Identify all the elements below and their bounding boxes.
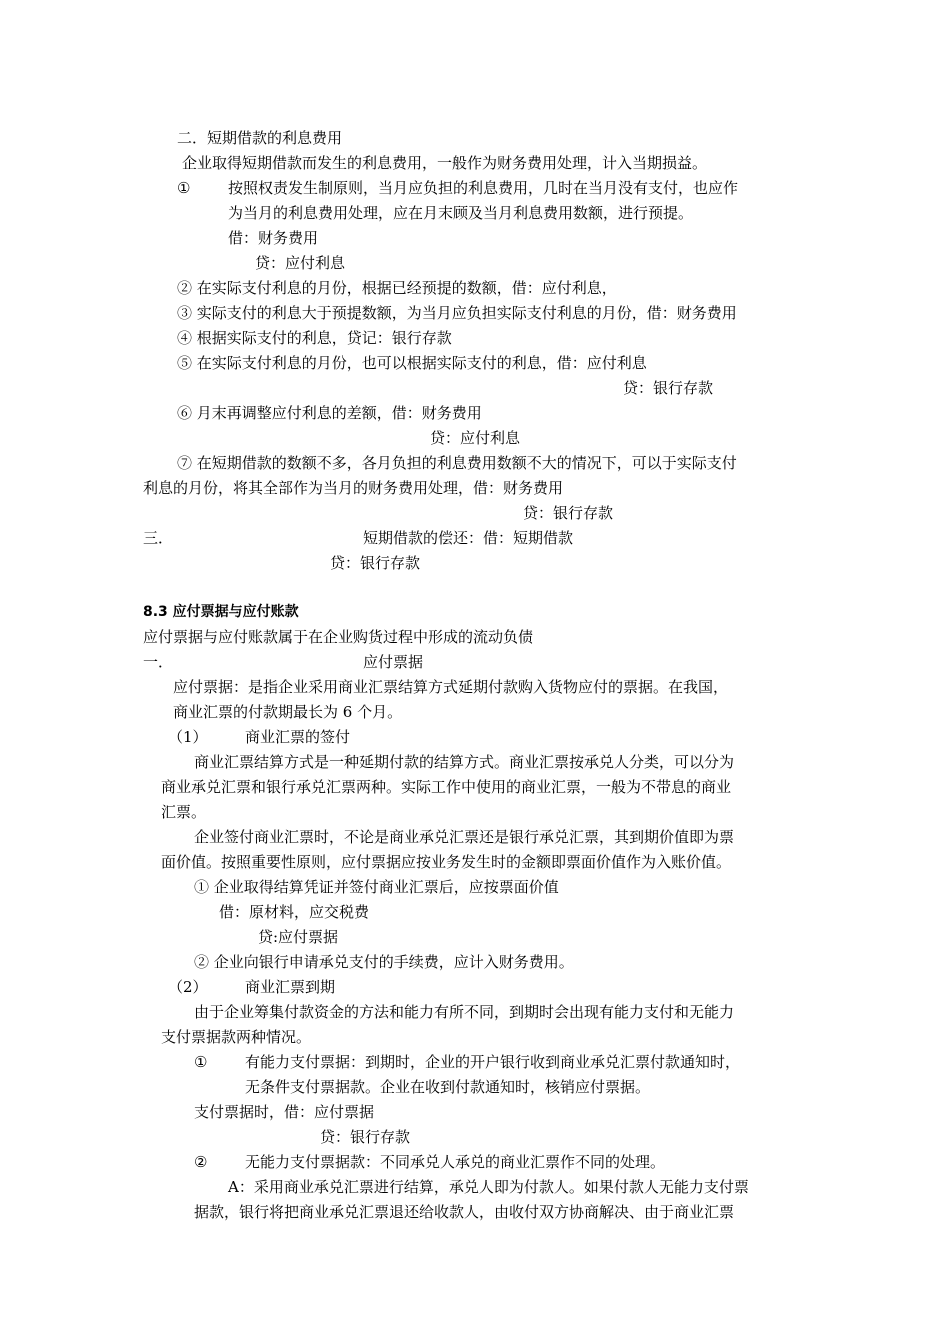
item-6-credit: 贷：应付利息: [430, 429, 521, 447]
part-2-pay-entry: 支付票据时，借：应付票据: [194, 1103, 375, 1121]
part-1-para-2-line-1: 企业签付商业汇票时，不论是商业承兑汇票还是银行承兑汇票，其到期价值即为票: [194, 828, 735, 846]
item-1-line-2: 为当月的利息费用处理，应在月末顾及当月利息费用数额，进行预提。: [228, 204, 694, 222]
section-3-credit: 贷：银行存款: [330, 554, 421, 572]
part-1-para-1-line-3: 汇票。: [161, 803, 207, 821]
part-2-title: 商业汇票到期: [245, 978, 336, 996]
item-1-line-1: 按照权责发生制原则，当月应负担的利息费用，几时在当月没有支付，也应作: [228, 179, 739, 197]
item-5: ⑤ 在实际支付利息的月份，也可以根据实际支付的利息，借：应付利息: [177, 354, 647, 372]
subsection-1-number: 一．: [143, 653, 174, 671]
item-5-credit: 贷：银行存款: [623, 379, 714, 397]
part-1-debit: 借：原材料，应交税费: [219, 903, 370, 921]
part-1-title: 商业汇票的签付: [245, 728, 351, 746]
part-1-item-1: ① 企业取得结算凭证并签付商业汇票后，应按票面价值: [194, 878, 559, 896]
item-7-credit: 贷：银行存款: [523, 504, 614, 522]
part-2-para-line-1: 由于企业筹集付款资金的方法和能力有所不同，到期时会出现有能力支付和无能力: [194, 1003, 735, 1021]
item-2: ② 在实际支付利息的月份，根据已经预提的数额，借：应付利息，: [177, 279, 617, 297]
part-2-item-1-line-2: 无条件支付票据款。企业在收到付款通知时，核销应付票据。: [245, 1078, 651, 1096]
section-3-text: 短期借款的偿还：借：短期借款: [363, 529, 574, 547]
part-1-credit: 贷:应付票据: [258, 928, 339, 946]
part-1-para-1-line-1: 商业汇票结算方式是一种延期付款的结算方式。商业汇票按承兑人分类，可以分为: [194, 753, 735, 771]
definition-line-1: 应付票据：是指企业采用商业汇票结算方式延期付款购入货物应付的票据。在我国，: [173, 678, 729, 696]
part-1-item-2: ② 企业向银行申请承兑支付的手续费，应计入财务费用。: [194, 953, 574, 971]
section-2-heading: 二．短期借款的利息费用: [177, 129, 343, 147]
section-3-number: 三．: [143, 529, 174, 547]
part-1-para-2-line-2: 面价值。按照重要性原则，应付票据应按业务发生时的金额即票面价值作为入账价值。: [161, 853, 732, 871]
item-1-number: ①: [177, 179, 191, 197]
part-1-number: （1）: [168, 728, 208, 746]
part-2-a-line-1: A：采用商业承兑汇票进行结算，承兑人即为付款人。如果付款人无能力支付票: [228, 1178, 749, 1196]
section-2-intro: 企业取得短期借款而发生的利息费用，一般作为财务费用处理，计入当期损益。: [182, 154, 708, 172]
item-3: ③ 实际支付的利息大于预提数额，为当月应负担实际支付利息的月份，借：财务费用: [177, 304, 737, 322]
definition-line-2: 商业汇票的付款期最长为 6 个月。: [173, 703, 403, 721]
part-2-number: （2）: [168, 978, 208, 996]
subsection-1-title: 应付票据: [363, 653, 424, 671]
item-7-line-2: 利息的月份，将其全部作为当月的财务费用处理，借：财务费用: [143, 479, 564, 497]
part-2-item-1-line-1: 有能力支付票据：到期时，企业的开户银行收到商业承兑汇票付款通知时，: [245, 1053, 741, 1071]
section-8-3-intro: 应付票据与应付账款属于在企业购货过程中形成的流动负债: [143, 628, 534, 646]
item-4: ④ 根据实际支付的利息，贷记：银行存款: [177, 329, 452, 347]
debit-entry-1: 借：财务费用: [228, 229, 319, 247]
item-7-line-1: ⑦ 在短期借款的数额不多，各月负担的利息费用数额不大的情况下，可以于实际支付: [177, 454, 737, 472]
part-2-a-line-2: 据款，银行将把商业承兑汇票退还给收款人，由收付双方协商解决、由于商业汇票: [194, 1203, 735, 1221]
part-2-item-2-number: ②: [194, 1153, 208, 1171]
part-2-pay-credit: 贷：银行存款: [320, 1128, 411, 1146]
item-6: ⑥ 月末再调整应付利息的差额，借：财务费用: [177, 404, 482, 422]
part-1-para-1-line-2: 商业承兑汇票和银行承兑汇票两种。实际工作中使用的商业汇票，一般为不带息的商业: [161, 778, 732, 796]
part-2-item-1-number: ①: [194, 1053, 208, 1071]
part-2-item-2-text: 无能力支付票据款：不同承兑人承兑的商业汇票作不同的处理。: [245, 1153, 666, 1171]
part-2-para-line-2: 支付票据款两种情况。: [161, 1028, 312, 1046]
credit-entry-1: 贷：应付利息: [255, 254, 346, 272]
section-8-3-heading: 8.3 应付票据与应付账款: [143, 604, 299, 620]
